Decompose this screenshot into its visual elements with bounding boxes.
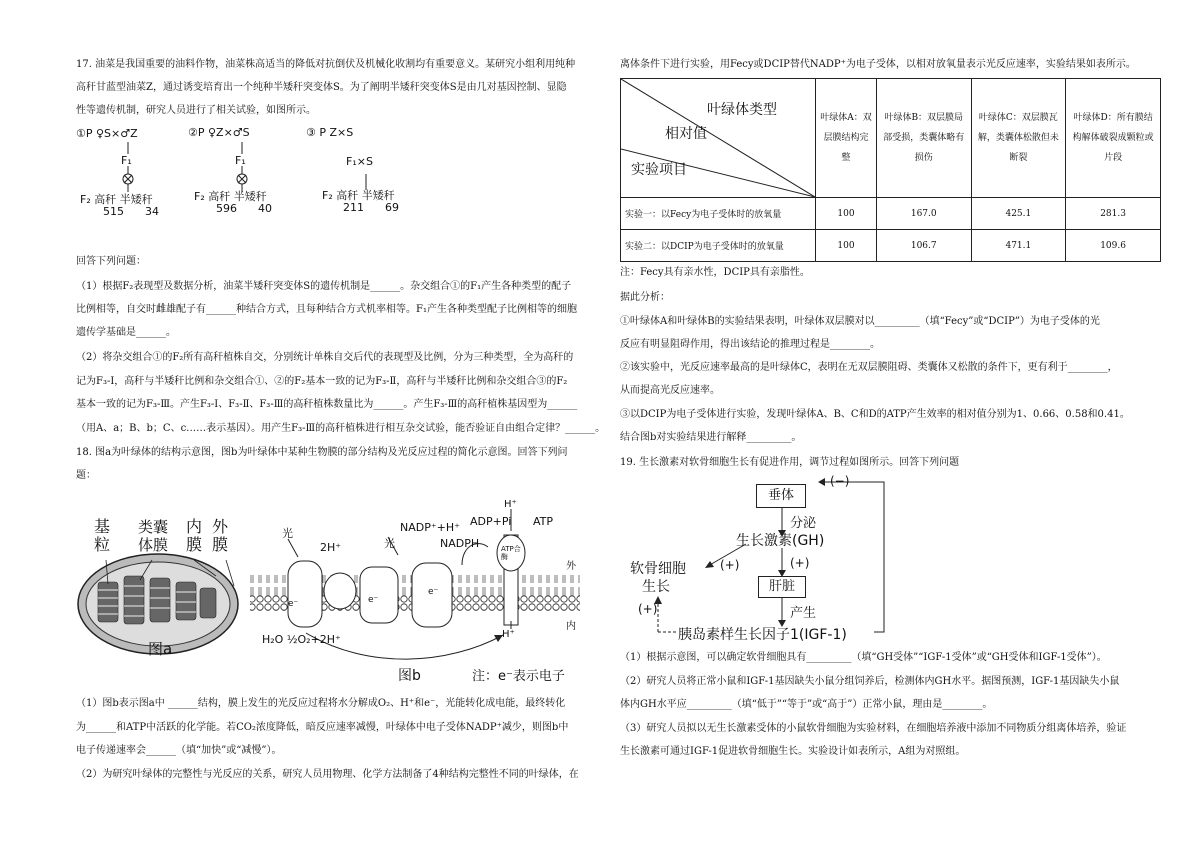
analysis-2-line1: ②该实验中，光反应速率最高的是叶绿体C，表明在无双层膜阻碍、类囊体又松散的条件下，更有利于________， (620, 362, 1118, 373)
figa-label-grana: 基粒 (94, 517, 111, 554)
q18-s1-line2: 为______和ATP中活跃的化学能。若CO₂浓度降低，暗反应速率减慢，叶绿体中电子受体NADP⁺减少，则图b中 (76, 722, 569, 733)
q17-s2-line1: （2）将杂交组合①的F₂所有高秆植株自交，分别统计单株自交后代的表现型及比例，分为三种类型，全为高秆的 (76, 352, 574, 363)
analysis-3-line1: ③以DCIP为电子受体进行实验，发现叶绿体A、B、C和D的ATP产生效率的相对值分别为1、0.66、0.58和0.41。 (620, 409, 1130, 420)
plus-3: (+) (638, 602, 658, 616)
figb-e2: e⁻ (368, 595, 379, 605)
figb-outer: 外 (566, 561, 576, 572)
analysis-2-line2: 从而提高光反应速率。 (620, 385, 720, 396)
f1-label-1: F₁ (121, 154, 132, 167)
q18-s1-line3: 电子传递速率会______（填“加快”或“减慢”）。 (76, 745, 282, 756)
analysis-1-line1: ①叶绿体A和叶绿体B的实验结果表明，叶绿体双层膜对以_________（填“Fecy”或“DCIP”）为电子受体的光 (620, 316, 1100, 327)
f2-nums-2: 596 40 (216, 202, 272, 215)
produce-label: 产生 (790, 606, 817, 621)
figb-2h: 2H⁺ (320, 541, 342, 554)
cross1-label: ①P ♀S×♂Z (76, 127, 138, 140)
igf-label: 胰岛素样生长因子1(IGF-1) (678, 627, 847, 643)
q17-s1-line1: （1）根据F₂表现型及数据分析，油菜半矮秆突变体S的遗传机制是______。杂交组合①的F₁产生各种类型的配子 (76, 281, 572, 292)
q17-s1-line2: 比例相等，自交时雌雄配子有______种结合方式，且每种结合方式机率相等。F₁产生各种类型配子比例相等的细胞 (76, 304, 577, 315)
table-row1-label: 实验一：以Fecy为电子受体时的放氧量 (621, 198, 816, 230)
figb-atp-enzyme: ATP合酶 (501, 545, 521, 561)
table-row2-label: 实验二：以DCIP为电子受体时的放氧量 (621, 230, 816, 262)
q19-s2-line2: 体内GH水平应_________（填“低于”“等于”或“高于”）正常小鼠，理由是________。 (620, 699, 993, 710)
f2-row-2: F₂ 高秆 半矮秆 (194, 190, 267, 203)
cross3-label: ③ P Z×S (306, 126, 354, 139)
q18-line2: 题： (76, 470, 96, 481)
figb-light-2: 光 (384, 537, 395, 550)
f2-row-1: F₂ 高秆 半矮秆 (80, 193, 153, 206)
table-cell: 100 (816, 230, 877, 262)
analysis-intro: 据此分析： (620, 292, 670, 303)
q17-line2: 高秆甘蓝型油菜Z，通过诱变培育出一个纯种半矮秆突变体S。为了阐明半矮秆突变体S是由几对基因控制、显隐 (76, 82, 567, 93)
figb-note: 注：e⁻表示电子 (472, 669, 565, 684)
answer-intro: 回答下列问题： (76, 256, 146, 267)
f1-cross-s: F₁×S (346, 155, 373, 168)
figa-label-inner: 内膜 (186, 517, 203, 554)
q17-line1: 17. 油菜是我国重要的油料作物，油菜株高适当的降低对抗倒伏及机械化收割均有重要意义。某研究小组利用纯种 (76, 59, 576, 70)
table-col-d: 叶绿体D：所有膜结构解体破裂成颗粒或片段 (1066, 79, 1161, 198)
figb-nadph: NADPH (440, 537, 480, 550)
figure-a (76, 512, 241, 662)
f2-nums-1: 515 34 (103, 205, 159, 218)
table-cell: 106.7 (876, 230, 971, 262)
hormone-diagram (626, 474, 926, 646)
plus-1: (+) (720, 558, 740, 572)
figa-label-outer: 外膜 (212, 517, 229, 554)
table-hdr-item: 实验项目 (631, 162, 687, 178)
figb-water: H₂O ½O₂+2H⁺ (262, 633, 341, 646)
figb-caption: 图b (398, 668, 421, 684)
f2-nums-3: 211 69 (343, 201, 399, 214)
table-cell: 425.1 (971, 198, 1066, 230)
q19-line1: 19. 生长激素对软骨细胞生长有促进作用，调节过程如图所示。回答下列问题 (620, 457, 960, 468)
cartilage-label-2: 生长 (642, 579, 670, 595)
gh-label: 生长激素(GH) (736, 533, 825, 549)
secrete-label: 分泌 (790, 516, 817, 531)
table-cell: 109.6 (1066, 230, 1161, 262)
q19-s3-line2: 生长激素可通过IGF-1促进软骨细胞生长。实验设计如表所示，A组为对照组。 (620, 746, 966, 757)
q19-s1: （1）根据示意图，可以确定软骨细胞具有_________（填“GH受体”“IGF-1受体”或“GH受体和IGF-1受体”）。 (620, 652, 1107, 663)
f1-label-2: F₁ (235, 154, 246, 167)
q18-s1-line1: （1）图b表示图a中 ______结构，膜上发生的光反应过程将水分解成O₂、H⁺和e⁻，光能转化成电能，最终转化 (76, 698, 566, 709)
liver-box: 肝脏 (758, 576, 806, 598)
table-hdr-value: 相对值 (665, 126, 707, 142)
analysis-1-line2: 反应有明显阻碍作用，得出该结论的推理过程是________。 (620, 339, 880, 350)
figb-e3: e⁻ (428, 587, 439, 597)
chloroplast-table (620, 78, 1161, 262)
figb-inner: 内 (566, 621, 576, 632)
table-cell: 100 (816, 198, 877, 230)
q17-s2-line2: 记为F₃-Ⅰ，高秆与半矮秆比例和杂交组合①、②的F₂基本一致的记为F₃-Ⅱ，高秆与半矮秆比例和杂交组合③的F₂ (76, 376, 568, 387)
q17-s2-line3: 基本一致的记为F₃-Ⅲ。产生F₃-Ⅰ、F₃-Ⅱ、F₃-Ⅲ的高秆植株数量比为______。产生F₃-Ⅲ的高秆植株基因型为______ (76, 399, 578, 410)
q17-line3: 性等遗传机制，研究人员进行了相关试验，如图所示。 (76, 105, 316, 116)
cross2-label: ②P ♀Z×♂S (188, 126, 250, 139)
table-header-diagonal (621, 79, 816, 198)
plus-2: (+) (790, 556, 810, 570)
figa-label-thylakoid: 类囊体膜 (138, 518, 169, 554)
q19-s3-line1: （3）研究人员拟以无生长激素受体的小鼠软骨细胞为实验材料，在细胞培养液中添加不同物质分组离体培养，验证 (620, 723, 1127, 734)
diagonal-lines (621, 79, 815, 197)
table-cell: 167.0 (876, 198, 971, 230)
figb-adp: ADP+Pi (470, 515, 512, 528)
table-row (621, 198, 1161, 230)
figb-h-bottom: H⁺ (502, 629, 515, 640)
f2-row-3: F₂ 高秆 半矮秆 (322, 189, 395, 202)
table-cell: 471.1 (971, 230, 1066, 262)
table-col-c: 叶绿体C：双层膜瓦解，类囊体松散但未断裂 (971, 79, 1066, 198)
table-col-b: 叶绿体B：双层膜局部受损，类囊体略有损伤 (876, 79, 971, 198)
table-note: 注：Fecy具有亲水性，DCIP具有亲脂性。 (620, 267, 810, 278)
q18-right-line1: 离体条件下进行实验，用Fecy或DCIP替代NADP⁺为电子受体，以相对放氧量表示光反应速率，实验结果如表所示。 (620, 59, 1136, 70)
figb-light-1: 光 (282, 527, 293, 540)
table-col-a: 叶绿体A：双层膜结构完整 (816, 79, 877, 198)
q19-s2-line1: （2）研究人员将正常小鼠和IGF-1基因缺失小鼠分组饲养后，检测体内GH水平。据图预测，IGF-1基因缺失小鼠 (620, 676, 1120, 687)
table-hdr-type: 叶绿体类型 (707, 102, 777, 118)
analysis-3-line2: 结合图b对实验结果进行解释_________。 (620, 432, 802, 443)
q17-s1-line3: 遗传学基础是______。 (76, 327, 176, 338)
figb-atp: ATP (533, 515, 554, 528)
pituitary-box: 垂体 (756, 484, 806, 508)
figb-nadp: NADP⁺+H⁺ (400, 521, 460, 534)
q18-s2-line1: （2）为研究叶绿体的完整性与光反应的关系，研究人员用物理、化学方法制备了4种结构完整性不同的叶绿体，在 (76, 769, 579, 780)
figb-e1: e⁻ (288, 599, 299, 609)
cartilage-label-1: 软骨细胞 (630, 561, 686, 577)
q17-s2-line4: （用A、a；B、b；C、c……表示基因）。用产生F₃-Ⅲ的高秆植株进行相互杂交试验，能否验证自由组合定律？______。 (76, 423, 606, 434)
figure-b (248, 495, 598, 685)
table-cell: 281.3 (1066, 198, 1161, 230)
q18-line1: 18. 图a为叶绿体的结构示意图，图b为叶绿体中某种生物膜的部分结构及光反应过程的简化示意图。回答下列问 (76, 447, 568, 458)
figb-h-top: H⁺ (504, 499, 517, 510)
figa-caption: 图a (148, 640, 173, 658)
neg-feedback: (−) (830, 474, 850, 488)
table-row (621, 230, 1161, 262)
